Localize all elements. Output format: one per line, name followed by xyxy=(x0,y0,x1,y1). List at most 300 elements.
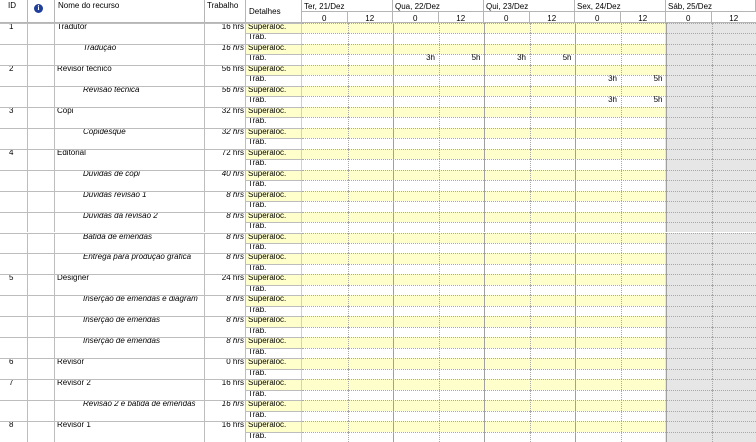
timeline-cells[interactable] xyxy=(302,358,756,368)
group-divider xyxy=(0,295,246,296)
timeline-gridline xyxy=(393,159,394,169)
timeline-cells[interactable] xyxy=(302,159,756,169)
timeline-cells[interactable] xyxy=(302,327,756,337)
timeline-gridline xyxy=(712,96,713,106)
timeline-gridline xyxy=(484,358,485,368)
work-row[interactable] xyxy=(0,180,756,190)
timeline-cells[interactable] xyxy=(302,138,756,148)
row-divider xyxy=(302,128,756,129)
work-row[interactable] xyxy=(0,138,756,148)
detail-label-overalloc: Superaloc. xyxy=(246,295,302,305)
work-cell xyxy=(205,390,246,400)
timeline-gridline xyxy=(348,117,349,127)
work-cell[interactable]: 8 hrs xyxy=(205,295,246,305)
details-column-header[interactable] xyxy=(246,0,302,23)
work-cell[interactable]: 16 hrs xyxy=(205,421,246,431)
timeline-cells[interactable] xyxy=(302,86,756,96)
timeline-gridline xyxy=(666,96,667,106)
row-divider xyxy=(302,295,756,296)
timeline-gridline xyxy=(393,201,394,211)
row-divider xyxy=(302,253,756,254)
work-cell[interactable]: 8 hrs xyxy=(205,316,246,326)
overallocation-row[interactable] xyxy=(0,86,756,96)
overallocation-row[interactable] xyxy=(0,400,756,410)
work-column-header[interactable] xyxy=(205,0,246,23)
assignment-name-cell[interactable]: Dúvidas de copi xyxy=(55,170,205,180)
assignment-name-cell[interactable]: Tradução xyxy=(55,44,205,54)
resource-name-column-header[interactable] xyxy=(55,0,205,23)
nonworking-day-band xyxy=(665,180,756,190)
timeline-gridline xyxy=(666,411,667,421)
timeline-gridline xyxy=(621,212,622,222)
work-row[interactable] xyxy=(0,369,756,379)
timeline-cells[interactable] xyxy=(302,191,756,201)
timeline-gridline xyxy=(348,96,349,106)
work-cell[interactable]: 16 hrs xyxy=(205,400,246,410)
detail-label-overalloc: Superaloc. xyxy=(246,128,302,138)
resource-name-cell[interactable]: Copi xyxy=(55,107,205,117)
overallocation-row[interactable] xyxy=(0,274,756,284)
work-cell[interactable]: 24 hrs xyxy=(205,274,246,284)
resource-name-cell[interactable]: Designer xyxy=(55,274,205,284)
assignment-name-cell[interactable]: Inserção de emendas e diagram xyxy=(55,295,205,305)
row-divider xyxy=(302,222,756,223)
group-divider xyxy=(0,421,246,422)
timeline-gridline xyxy=(666,149,667,159)
timeline-gridline xyxy=(530,243,531,253)
work-row[interactable] xyxy=(0,390,756,400)
timeline-cells[interactable] xyxy=(302,253,756,263)
group-divider xyxy=(0,170,246,171)
timeline-gridline xyxy=(575,358,576,368)
resource-id-cell[interactable]: 6 xyxy=(0,358,28,368)
timeline-gridline xyxy=(484,117,485,127)
nonworking-day-band xyxy=(665,243,756,253)
work-row[interactable] xyxy=(0,117,756,127)
overallocation-row[interactable] xyxy=(0,233,756,243)
row-divider xyxy=(302,432,756,433)
timeline-gridline xyxy=(530,117,531,127)
timeline-gridline xyxy=(621,264,622,274)
resource-id-cell[interactable] xyxy=(0,253,28,263)
timeline-gridline xyxy=(575,390,576,400)
timeline-gridline xyxy=(393,337,394,347)
timeline-cells[interactable] xyxy=(302,54,756,64)
work-cell[interactable]: 72 hrs xyxy=(205,149,246,159)
resource-id-cell[interactable] xyxy=(0,233,28,243)
detail-divider xyxy=(246,128,302,129)
detail-label-overalloc: Superaloc. xyxy=(246,23,302,33)
resource-id-cell xyxy=(0,348,28,358)
resource-id-cell[interactable]: 4 xyxy=(0,149,28,159)
timeline-gridline xyxy=(530,306,531,316)
assignment-name-cell[interactable]: Revisão técnica xyxy=(55,86,205,96)
timeline-gridline xyxy=(666,432,667,442)
nonworking-day-band xyxy=(665,159,756,169)
timeline-cells[interactable] xyxy=(302,295,756,305)
work-cell xyxy=(205,159,246,169)
work-cell xyxy=(205,369,246,379)
timeline-cells[interactable] xyxy=(302,96,756,106)
work-row[interactable] xyxy=(0,201,756,211)
work-cell[interactable]: 16 hrs xyxy=(205,44,246,54)
timescale-hour-tick xyxy=(666,12,712,23)
timeline-cells[interactable] xyxy=(302,233,756,243)
work-cell[interactable]: 0 hrs xyxy=(205,358,246,368)
timeline-gridline xyxy=(393,274,394,284)
work-cell[interactable]: 8 hrs xyxy=(205,253,246,263)
nonworking-day-band xyxy=(665,96,756,106)
timeline-gridline xyxy=(575,327,576,337)
work-value-cell[interactable]: 5h xyxy=(471,53,481,63)
timeline-gridline xyxy=(621,421,622,431)
work-value-cell[interactable]: 5h xyxy=(653,74,663,84)
nonworking-day-band xyxy=(665,44,756,54)
resource-id-cell[interactable]: 8 xyxy=(0,421,28,431)
timeline-cells[interactable] xyxy=(302,421,756,431)
resource-id-cell xyxy=(0,96,28,106)
timeline-gridline xyxy=(348,170,349,180)
work-row[interactable] xyxy=(0,54,756,64)
work-row[interactable] xyxy=(0,33,756,43)
work-cell xyxy=(205,117,246,127)
timeline-cells[interactable] xyxy=(302,316,756,326)
timeline-gridline xyxy=(575,253,576,263)
resource-name-cell[interactable]: Revisor 2 xyxy=(55,379,205,389)
timeline-cells[interactable] xyxy=(302,369,756,379)
timeline-gridline xyxy=(575,23,576,33)
detail-divider xyxy=(246,180,302,181)
work-cell[interactable]: 16 hrs xyxy=(205,23,246,33)
overallocation-row[interactable] xyxy=(0,23,756,33)
id-header-label: ID xyxy=(8,1,16,10)
assignment-name-cell[interactable]: Entrega para produção gráfica xyxy=(55,253,205,263)
timeline-gridline xyxy=(484,243,485,253)
timeline-cells[interactable] xyxy=(302,33,756,43)
timeline-gridline xyxy=(575,222,576,232)
row-divider xyxy=(302,138,756,139)
resource-name-cell xyxy=(55,222,205,232)
resource-id-cell[interactable] xyxy=(0,316,28,326)
timescale-hour-label: 12 xyxy=(547,14,557,23)
timeline-cells[interactable] xyxy=(302,75,756,85)
timescale-hour-tick xyxy=(302,12,348,23)
timescale-hour-tick xyxy=(712,12,756,23)
timescale-hour-tick xyxy=(484,12,530,23)
timeline-gridline xyxy=(393,96,394,106)
timeline-gridline xyxy=(712,306,713,316)
timeline-cells[interactable] xyxy=(302,274,756,284)
indicator-cell xyxy=(28,149,55,159)
work-cell[interactable]: 8 hrs xyxy=(205,212,246,222)
timeline-gridline xyxy=(666,306,667,316)
overallocation-row[interactable] xyxy=(0,358,756,368)
nonworking-day-band xyxy=(665,33,756,43)
resource-id-cell[interactable]: 1 xyxy=(0,23,28,33)
row-divider xyxy=(302,264,756,265)
detail-label-work: Trab. xyxy=(246,201,302,211)
timeline-gridline xyxy=(530,358,531,368)
work-value-cell[interactable]: 3h xyxy=(608,74,617,84)
resource-id-cell[interactable] xyxy=(0,128,28,138)
timeline-cells[interactable] xyxy=(302,390,756,400)
work-value-cell[interactable]: 3h xyxy=(426,53,435,63)
work-cell[interactable]: 16 hrs xyxy=(205,379,246,389)
work-row[interactable] xyxy=(0,348,756,358)
timeline-gridline xyxy=(666,65,667,75)
timeline-gridline xyxy=(393,65,394,75)
timeline-gridline xyxy=(621,159,622,169)
timeline-cells[interactable] xyxy=(302,337,756,347)
work-cell[interactable]: 8 hrs xyxy=(205,337,246,347)
timeline-cells[interactable] xyxy=(302,149,756,159)
overallocation-row[interactable] xyxy=(0,379,756,389)
timeline-cells[interactable] xyxy=(302,128,756,138)
resource-id-cell[interactable] xyxy=(0,191,28,201)
resource-id-cell[interactable]: 2 xyxy=(0,65,28,75)
timeline-gridline xyxy=(484,253,485,263)
assignment-name-cell[interactable]: Dúvidas revisão 1 xyxy=(55,191,205,201)
work-value-cell[interactable]: 5h xyxy=(653,95,663,105)
indicator-cell xyxy=(28,107,55,117)
resource-id-cell[interactable] xyxy=(0,337,28,347)
resource-id-cell xyxy=(0,222,28,232)
timeline-gridline xyxy=(348,369,349,379)
detail-label-work: Trab. xyxy=(246,54,302,64)
timeline-cells[interactable] xyxy=(302,222,756,232)
timeline-cells[interactable] xyxy=(302,23,756,33)
work-row[interactable] xyxy=(0,159,756,169)
indicators-column-header[interactable] xyxy=(28,0,55,23)
resource-id-cell[interactable] xyxy=(0,295,28,305)
overallocation-row[interactable] xyxy=(0,191,756,201)
timeline-cells[interactable] xyxy=(302,44,756,54)
resource-id-cell[interactable]: 7 xyxy=(0,379,28,389)
nonworking-day-band xyxy=(665,274,756,284)
timeline-gridline xyxy=(621,327,622,337)
resource-id-cell[interactable] xyxy=(0,44,28,54)
timeline-gridline xyxy=(484,295,485,305)
work-value-cell[interactable]: 3h xyxy=(608,95,617,105)
timeline-gridline xyxy=(439,44,440,54)
resource-id-cell[interactable]: 5 xyxy=(0,274,28,284)
timeline-gridline xyxy=(348,233,349,243)
row-divider xyxy=(302,306,756,307)
row-divider xyxy=(302,54,756,55)
overallocation-row[interactable] xyxy=(0,253,756,263)
resource-id-cell xyxy=(0,327,28,337)
detail-divider xyxy=(246,233,302,234)
timeline-gridline xyxy=(621,201,622,211)
indicator-cell xyxy=(28,212,55,222)
assignment-name-cell[interactable]: Batida de emendas xyxy=(55,233,205,243)
timeline-gridline xyxy=(484,264,485,274)
assignment-name-cell[interactable]: Inserção de emendas xyxy=(55,316,205,326)
resource-name-cell[interactable]: Tradutor xyxy=(55,23,205,33)
timeline-gridline xyxy=(666,295,667,305)
timeline-cells[interactable] xyxy=(302,411,756,421)
detail-divider xyxy=(246,222,302,223)
resource-id-cell[interactable] xyxy=(0,170,28,180)
work-cell[interactable]: 32 hrs xyxy=(205,107,246,117)
work-row[interactable] xyxy=(0,222,756,232)
timeline-cells[interactable] xyxy=(302,107,756,117)
timeline-cells[interactable] xyxy=(302,201,756,211)
timeline-cells[interactable] xyxy=(302,170,756,180)
timeline-gridline xyxy=(530,86,531,96)
work-value-cell[interactable]: 5h xyxy=(562,53,572,63)
row-divider xyxy=(302,390,756,391)
timeline-gridline xyxy=(484,180,485,190)
timeline-gridline xyxy=(348,400,349,410)
row-divider xyxy=(302,44,756,45)
assignment-name-cell[interactable]: Dúvidas da revisão 2 xyxy=(55,212,205,222)
timeline-gridline xyxy=(484,96,485,106)
resource-id-cell[interactable] xyxy=(0,86,28,96)
timeline-cells[interactable] xyxy=(302,379,756,389)
timeline-cells[interactable] xyxy=(302,348,756,358)
resource-id-cell[interactable]: 3 xyxy=(0,107,28,117)
overallocation-row[interactable] xyxy=(0,212,756,222)
work-cell xyxy=(205,327,246,337)
timeline-gridline xyxy=(439,33,440,43)
timeline-cells[interactable] xyxy=(302,432,756,442)
resource-name-cell[interactable]: Revisor 1 xyxy=(55,421,205,431)
timeline-cells[interactable] xyxy=(302,400,756,410)
group-divider xyxy=(0,191,246,192)
resource-name-cell[interactable]: Revisor técnico xyxy=(55,65,205,75)
work-value-cell[interactable]: 3h xyxy=(517,53,526,63)
work-row[interactable] xyxy=(0,285,756,295)
overallocation-row[interactable] xyxy=(0,128,756,138)
resource-id-cell[interactable] xyxy=(0,212,28,222)
timeline-gridline xyxy=(348,337,349,347)
timeline-gridline xyxy=(439,128,440,138)
timeline-gridline xyxy=(712,348,713,358)
timeline-gridline xyxy=(666,107,667,117)
timeline-gridline xyxy=(439,243,440,253)
timeline-gridline xyxy=(393,33,394,43)
timeline-gridline xyxy=(484,201,485,211)
timeline-cells[interactable] xyxy=(302,117,756,127)
overallocation-row[interactable] xyxy=(0,107,756,117)
timeline-gridline xyxy=(712,138,713,148)
overallocation-row[interactable] xyxy=(0,316,756,326)
indicator-cell xyxy=(28,348,55,358)
indicator-cell xyxy=(28,411,55,421)
timeline-gridline xyxy=(621,285,622,295)
nonworking-day-band xyxy=(665,390,756,400)
overallocation-row[interactable] xyxy=(0,337,756,347)
assignment-name-cell[interactable]: Inserção de emendas xyxy=(55,337,205,347)
timescale-hour-tick xyxy=(348,12,394,23)
timeline-gridline xyxy=(530,201,531,211)
timeline-cells[interactable] xyxy=(302,180,756,190)
work-row[interactable] xyxy=(0,306,756,316)
timescale-hour-label: 0 xyxy=(595,14,600,23)
timeline-gridline xyxy=(621,180,622,190)
timeline-gridline xyxy=(530,33,531,43)
id-column-header[interactable] xyxy=(0,0,28,23)
work-cell[interactable]: 8 hrs xyxy=(205,233,246,243)
overallocation-row[interactable] xyxy=(0,170,756,180)
detail-label-overalloc: Superaloc. xyxy=(246,379,302,389)
resource-id-cell[interactable] xyxy=(0,400,28,410)
timeline-cells[interactable] xyxy=(302,264,756,274)
work-row[interactable] xyxy=(0,96,756,106)
nonworking-day-band xyxy=(665,432,756,442)
nonworking-day-band xyxy=(665,201,756,211)
timeline-gridline xyxy=(530,400,531,410)
timeline-gridline xyxy=(575,348,576,358)
timeline-gridline xyxy=(530,128,531,138)
detail-label-overalloc: Superaloc. xyxy=(246,253,302,263)
timeline-gridline xyxy=(393,379,394,389)
nonworking-day-band xyxy=(665,379,756,389)
resource-id-cell xyxy=(0,201,28,211)
work-row[interactable] xyxy=(0,411,756,421)
timeline-cells[interactable] xyxy=(302,243,756,253)
detail-divider xyxy=(246,390,302,391)
work-cell[interactable]: 40 hrs xyxy=(205,170,246,180)
timeline-gridline xyxy=(666,264,667,274)
overallocation-row[interactable] xyxy=(0,149,756,159)
timeline-gridline xyxy=(348,264,349,274)
resource-name-cell[interactable]: Editorial xyxy=(55,149,205,159)
work-row[interactable] xyxy=(0,264,756,274)
timeline-gridline xyxy=(530,233,531,243)
work-cell[interactable]: 32 hrs xyxy=(205,128,246,138)
assignment-name-cell[interactable]: Copidesque xyxy=(55,128,205,138)
work-cell[interactable]: 8 hrs xyxy=(205,191,246,201)
work-row[interactable] xyxy=(0,75,756,85)
overallocation-row[interactable] xyxy=(0,65,756,75)
indicator-cell xyxy=(28,400,55,410)
resource-name-cell[interactable]: Revisor xyxy=(55,358,205,368)
timeline-cells[interactable] xyxy=(302,285,756,295)
timeline-gridline xyxy=(621,358,622,368)
timeline-cells[interactable] xyxy=(302,65,756,75)
timeline-gridline xyxy=(575,180,576,190)
overallocation-row[interactable] xyxy=(0,44,756,54)
detail-divider xyxy=(246,400,302,401)
assignment-name-cell[interactable]: Revisão 2 e batida de emendas xyxy=(55,400,205,410)
timeline-gridline xyxy=(575,379,576,389)
indicator-cell xyxy=(28,159,55,169)
timeline-cells[interactable] xyxy=(302,212,756,222)
timeline-gridline xyxy=(439,379,440,389)
timeline-cells[interactable] xyxy=(302,306,756,316)
timeline-gridline xyxy=(484,400,485,410)
work-cell[interactable]: 56 hrs xyxy=(205,86,246,96)
timeline-gridline xyxy=(530,253,531,263)
timeline-gridline xyxy=(575,295,576,305)
timeline-gridline xyxy=(575,212,576,222)
timeline-gridline xyxy=(484,390,485,400)
work-row[interactable] xyxy=(0,327,756,337)
group-divider xyxy=(0,65,246,66)
work-row[interactable] xyxy=(0,432,756,442)
overallocation-row[interactable] xyxy=(0,421,756,431)
timeline-gridline xyxy=(712,44,713,54)
work-row[interactable] xyxy=(0,243,756,253)
timeline-gridline xyxy=(484,65,485,75)
overallocation-row[interactable] xyxy=(0,295,756,305)
timeline-gridline xyxy=(621,390,622,400)
timeline-gridline xyxy=(348,348,349,358)
nonworking-day-band xyxy=(665,212,756,222)
work-cell[interactable]: 56 hrs xyxy=(205,65,246,75)
